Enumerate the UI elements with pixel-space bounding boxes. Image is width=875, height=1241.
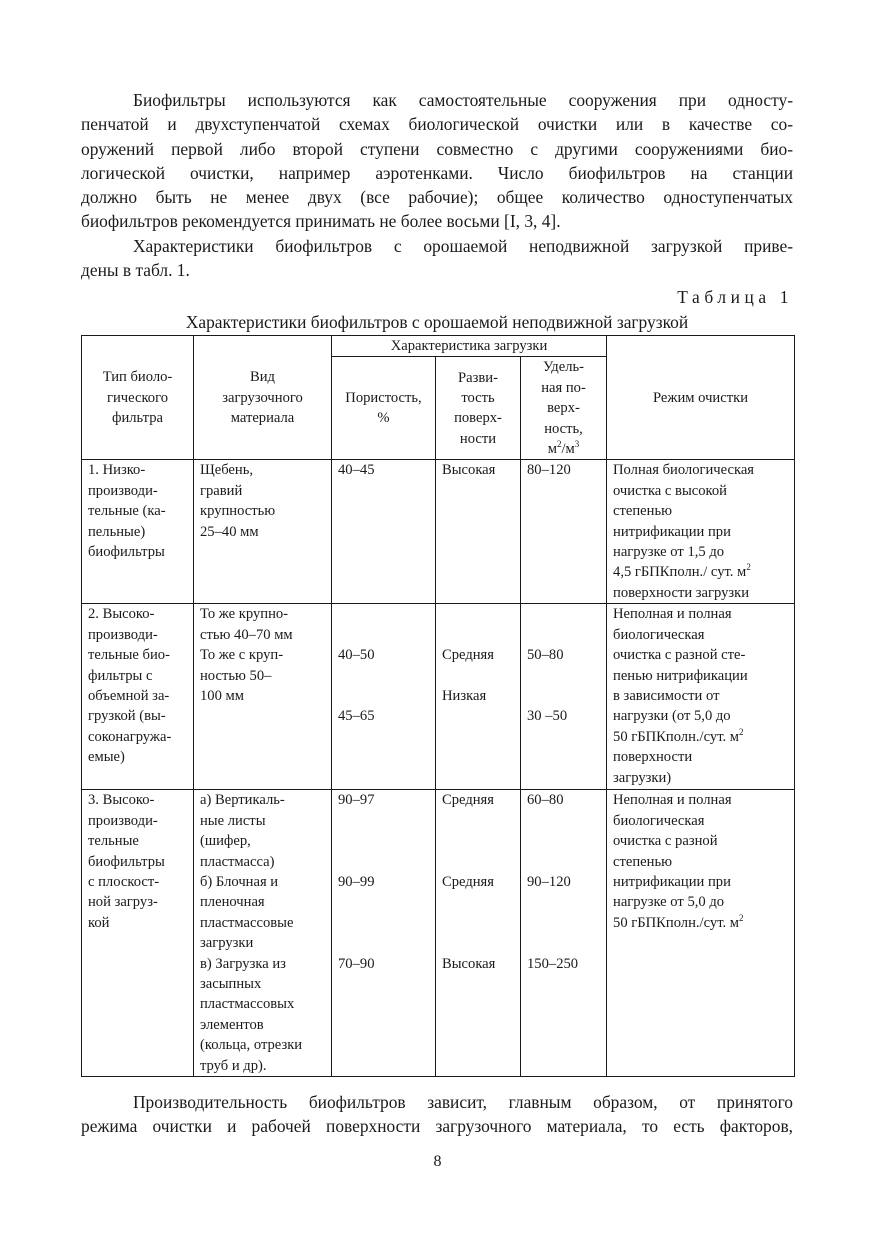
cell-type: 3. Высоко- производи- тельные биофильтры с плоскост- ной загруз- кой [82, 790, 194, 1077]
cell-material: а) Вертикаль- ные листы (шифер, пластмасса) б) Блочная и пленочная пластмассовые загрузки в) Загрузка из засыпных пластмассовых элементов (кольца, отрезки труб и др). [194, 790, 332, 1077]
cell-type: 1. Низко- производи- тельные (ка- пельные) биофильтры [82, 460, 194, 604]
cell-type: 2. Высоко- производи- тельные био- фильтры с объемной за- грузкой (вы- соконагружа- емые) [82, 604, 194, 790]
header-material: Вид загрузочного материала [194, 336, 332, 460]
text-line: Производительность биофильтров зависит, главным образом, от принятого [133, 1092, 793, 1112]
table-row [82, 460, 795, 604]
text-line: Характеристики биофильтров с орошаемой неподвижной загрузкой приве- [133, 236, 793, 256]
header-porosity: Пористость, % [332, 357, 436, 460]
intro-paragraph-2 [81, 234, 793, 283]
header-specific-surface: Удель- ная по- верх- ность, $м^2/м^3$ [521, 357, 607, 460]
header-mode: Режим очистки [607, 336, 795, 460]
text-line: биофильтров рекомендуется принимать не более восьми [I, 3, 4]. [81, 211, 561, 232]
cell-mode: Полная биологическая очистка с высокой степенью нитрификации при нагрузке от 1,5 до 4,5 гБПКполн./ сут. $м^2$ поверхности загрузки [607, 460, 795, 604]
cell-mode: Неполная и полная биологическая очистка с разной степенью нитрификации при нагрузке от 5,0 до 50 гБПКполн./сут. $м^2$ [607, 790, 795, 1077]
biofilter-table [81, 335, 795, 1077]
text-line: дены в табл. 1. [81, 260, 190, 281]
page-number: 8 [433, 1153, 442, 1170]
cell-surface: Средняя Низкая [436, 604, 521, 790]
text-line: логической очистки, например аэротенками. Число биофильтров на станции [81, 162, 793, 183]
cell-specific-surface: 50–80 30 –50 [521, 604, 607, 790]
text-line: должно быть не менее двух (все рабочие); общее количество одноступенчатых [81, 187, 793, 208]
text-line: Биофильтры используются как самостоятельные сооружения при односту- [133, 90, 793, 110]
table-row [82, 604, 795, 790]
cell-material: Щебень, гравий крупностью 25–40 мм [194, 460, 332, 604]
header-type: Тип биоло- гического фильтра [82, 336, 194, 460]
cell-mode: Неполная и полная биологическая очистка с разной сте- пенью нитрификации в зависимости от нагрузки (от 5,0 до 50 гБПКполн./сут. $м^2$ поверхности загрузки) [607, 604, 795, 790]
text-line: пенчатой и двухступенчатой схемах биологической очистки или в качестве со- [81, 114, 793, 135]
text-line: режима очистки и рабочей поверхности загрузочного материала, то есть факторов, [81, 1116, 793, 1137]
text-line: оружений первой либо второй ступени совместно с другими сооружениями био- [81, 138, 793, 159]
table-caption: Характеристики биофильтров с орошаемой неподвижной загрузкой [185, 312, 689, 332]
cell-surface: Высокая [436, 460, 521, 604]
outro-paragraph [81, 1090, 793, 1139]
cell-specific-surface: 80–120 [521, 460, 607, 604]
header-load-characteristics: Характеристика загрузки [332, 336, 607, 357]
cell-porosity: 40–45 [332, 460, 436, 604]
table-row [82, 790, 795, 1077]
table-label: Таблица 1 [677, 287, 793, 307]
cell-surface: Средняя Средняя Высокая [436, 790, 521, 1077]
cell-specific-surface: 60–80 90–120 150–250 [521, 790, 607, 1077]
cell-porosity: 90–97 90–99 70–90 [332, 790, 436, 1077]
cell-porosity: 40–50 45–65 [332, 604, 436, 790]
intro-paragraph-1 [81, 88, 793, 234]
cell-material: То же крупно- стью 40–70 мм То же с круп- ностью 50– 100 мм [194, 604, 332, 790]
header-surface-development: Разви- тость поверх- ности [436, 357, 521, 460]
